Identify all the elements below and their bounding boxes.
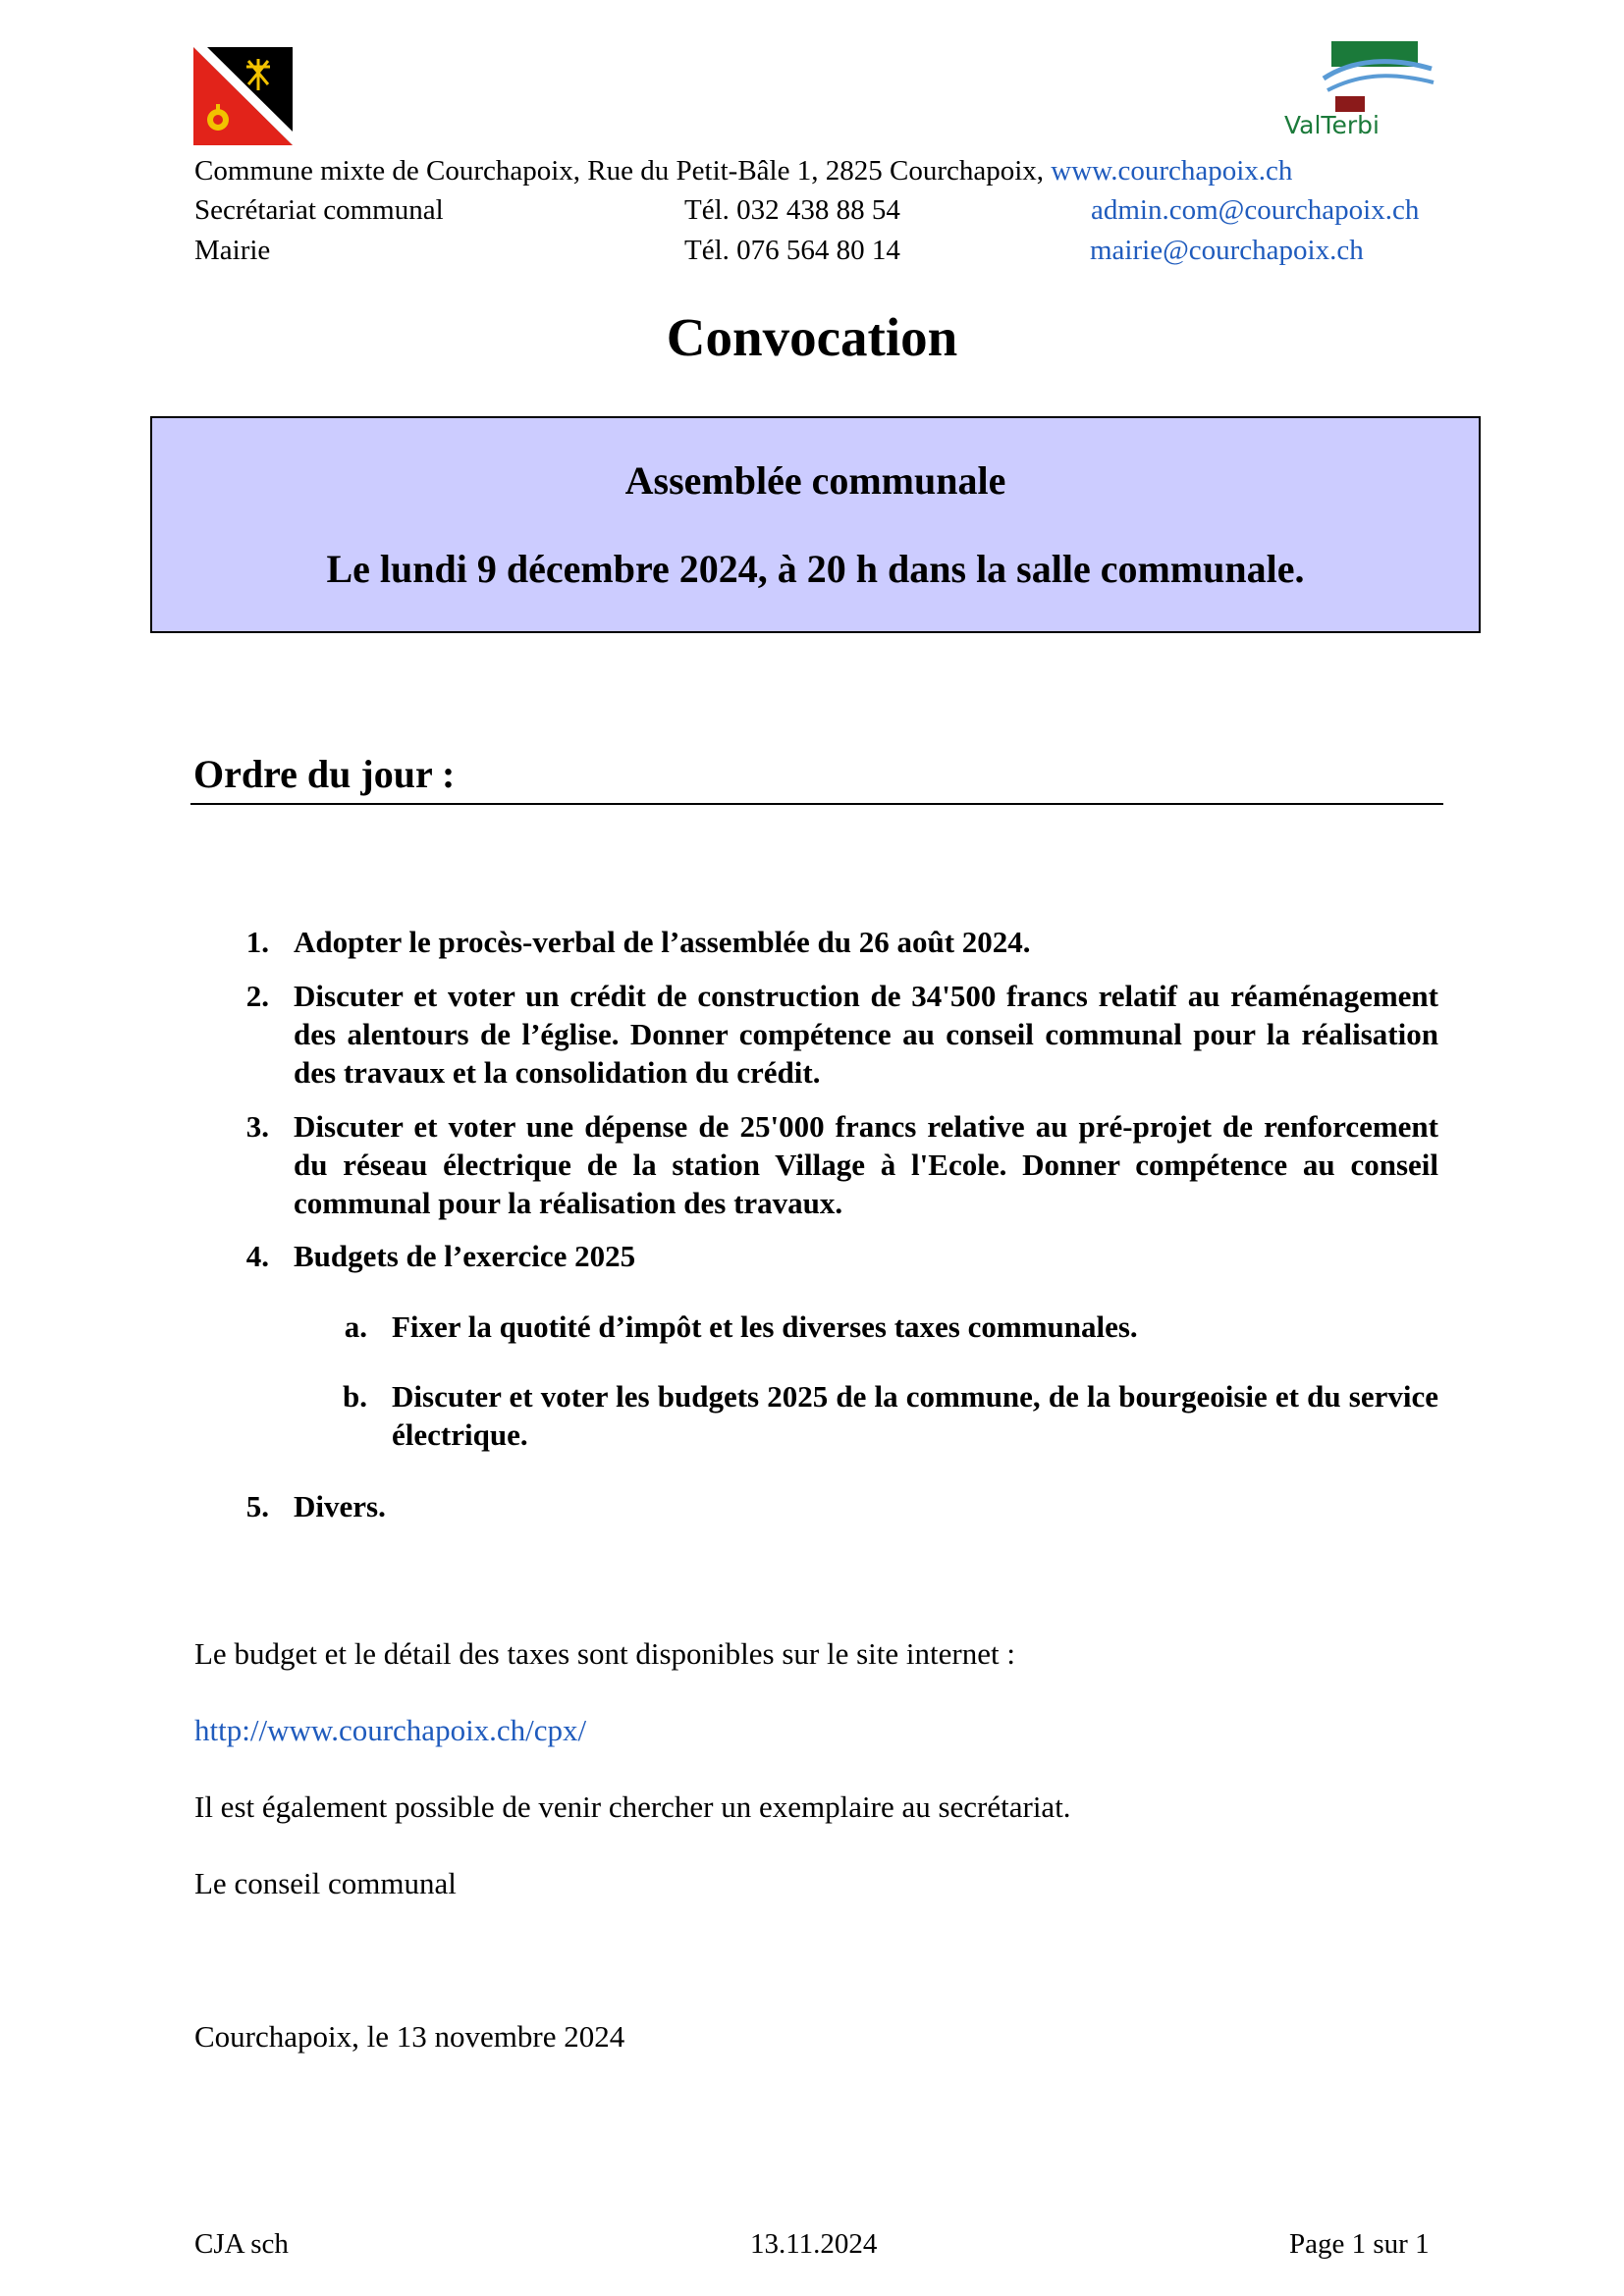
agenda-heading-rule	[190, 803, 1443, 805]
coat-of-arms-logo	[193, 47, 293, 145]
agenda-subitem-text: Discuter et voter les budgets 2025 de la commune, de la bourgeoisie et du service électrique.	[392, 1379, 1438, 1452]
assembly-heading: Assemblée communale	[624, 458, 1006, 503]
secretariat-phone: Tél. 032 438 88 54	[684, 194, 900, 226]
budget-website-link[interactable]: http://www.courchapoix.ch/cpx/	[194, 1713, 587, 1747]
assembly-box	[150, 416, 1481, 633]
mairie-label: Mairie	[194, 235, 271, 266]
agenda-item-number: 4.	[245, 1239, 269, 1273]
mairie-phone: Tél. 076 564 80 14	[684, 235, 900, 266]
agenda-item-number: 5.	[245, 1489, 269, 1523]
agenda-item-text: Discuter et voter une dépense de 25'000 francs relative au pré-projet de renforcement du réseau électrique de la station Village à l'Ecole. Donner compétence au conseil communal pour la réalisation des travaux.	[294, 1109, 1438, 1220]
signature: Le conseil communal	[194, 1866, 457, 1900]
agenda-subitem-letter: b.	[343, 1379, 367, 1414]
agenda-subitem-text: Fixer la quotité d’impôt et les diverses taxes communales.	[392, 1309, 1138, 1344]
secretariat-label: Secrétariat communal	[194, 194, 444, 226]
valterbi-logo-text: ValTerbi	[1284, 111, 1380, 139]
agenda-item-text: Adopter le procès-verbal de l’assemblée du 26 août 2024.	[294, 925, 1031, 959]
assembly-date-line: Le lundi 9 décembre 2024, à 20 h dans la salle communale.	[326, 547, 1305, 591]
agenda-item-text: Budgets de l’exercice 2025	[294, 1239, 636, 1273]
agenda-item-number: 2.	[245, 979, 269, 1013]
page-title: Convocation	[666, 307, 958, 367]
footer-page-number: Page 1 sur 1	[1289, 2228, 1430, 2260]
footer-initials: CJA sch	[194, 2228, 289, 2260]
header-address: Commune mixte de Courchapoix, Rue du Petit-Bâle 1, 2825 Courchapoix,	[194, 155, 1045, 187]
place-date: Courchapoix, le 13 novembre 2024	[194, 2019, 625, 2054]
agenda-subitem-letter: a.	[344, 1309, 367, 1344]
header-address-line	[194, 151, 1292, 190]
header-website-link[interactable]: www.courchapoix.ch	[1051, 155, 1293, 187]
secretariat-copy-text: Il est également possible de venir chercher un exemplaire au secrétariat.	[194, 1789, 1071, 1824]
secretariat-email-link[interactable]: admin.com@courchapoix.ch	[1091, 194, 1420, 226]
agenda-heading: Ordre du jour :	[193, 752, 456, 796]
agenda-item-number: 1.	[245, 925, 269, 959]
agenda-item-text: Divers.	[294, 1489, 386, 1523]
mairie-email-link[interactable]: mairie@courchapoix.ch	[1090, 235, 1364, 266]
footer-date: 13.11.2024	[750, 2228, 878, 2260]
budget-availability-text: Le budget et le détail des taxes sont disponibles sur le site internet :	[194, 1636, 1015, 1671]
valterbi-logo	[1284, 39, 1441, 141]
agenda-item-text: Discuter et voter un crédit de construction de 34'500 francs relatif au réaménagement des alentours de l’église. Donner compétence au conseil communal pour la réalisation des travaux et la consolidation du crédit.	[294, 979, 1438, 1090]
agenda-item-number: 3.	[245, 1109, 269, 1144]
